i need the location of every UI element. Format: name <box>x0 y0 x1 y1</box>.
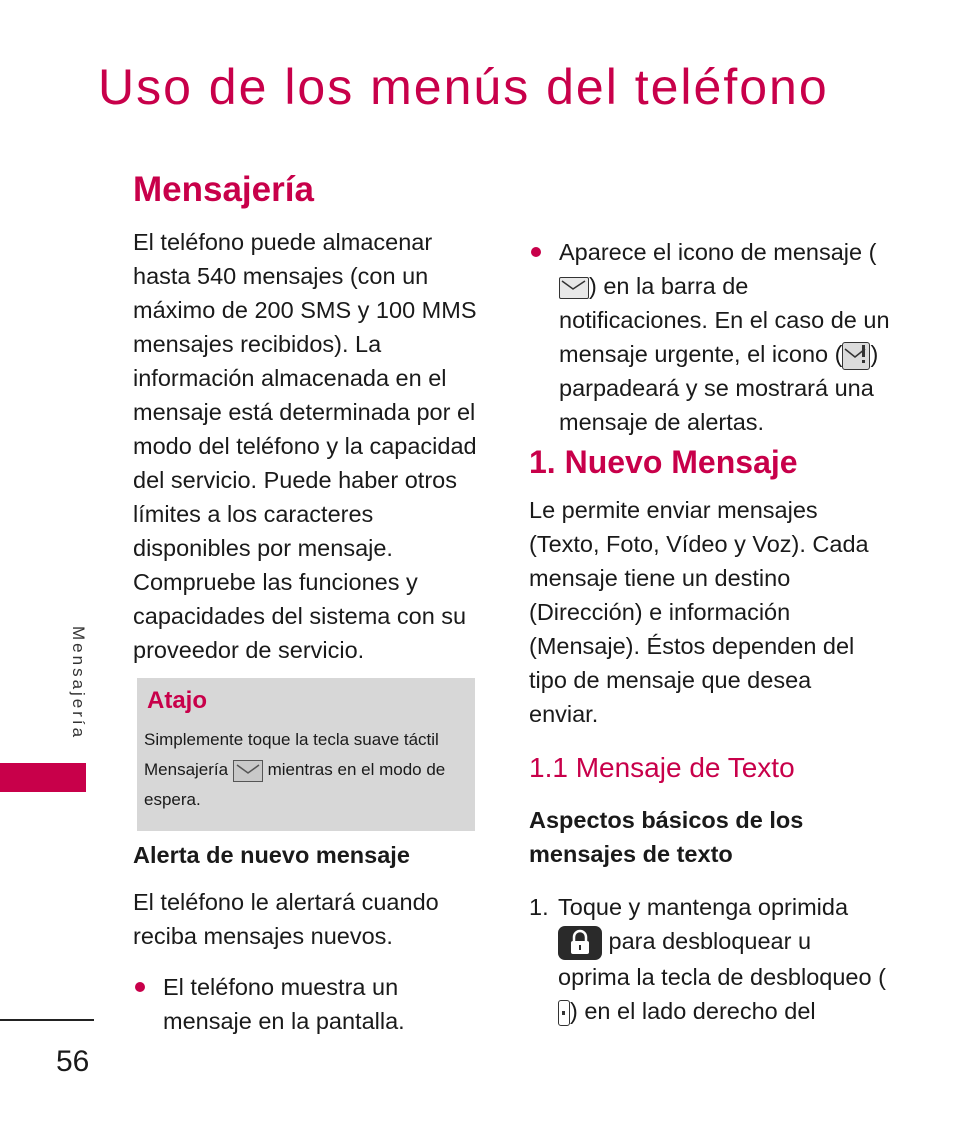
side-section-tab <box>0 763 86 792</box>
step-1 <box>529 890 889 1028</box>
page-number: 56 <box>56 1045 90 1078</box>
step-1-part2: para desbloquear u oprima la tecla de desbloqueo ( <box>558 928 886 990</box>
side-unlock-key-icon <box>558 1000 570 1026</box>
tip-title: Atajo <box>147 687 207 714</box>
basics-heading: Aspectos básicos de los mensajes de texto <box>529 807 804 867</box>
side-section-label: Mensajería <box>69 626 88 741</box>
alert-paragraph: El teléfono le alertará cuando reciba mensajes nuevos. <box>133 889 439 949</box>
shortcut-tip-box <box>137 678 475 831</box>
message-key-icon <box>233 760 263 782</box>
urgent-envelope-icon <box>842 342 870 370</box>
section-heading-nuevo-mensaje: 1. Nuevo Mensaje <box>529 444 798 480</box>
page-title: Uso de los menús del teléfono <box>98 59 829 115</box>
lock-icon <box>558 926 602 960</box>
nuevo-mensaje-paragraph: Le permite enviar mensajes (Texto, Foto, Vídeo y Voz). Cada mensaje tiene un destino (Dirección) e información (Mensaje). Éstos dependen del tipo de mensaje que desea enviar. <box>529 497 869 727</box>
bullet-notification-icon <box>529 235 894 439</box>
step-1-part1: Toque y mantenga oprimida <box>558 894 849 920</box>
bullet-2-part2: ) en la barra de notificaciones. En el caso de un mensaje urgente, el icono ( <box>559 273 890 367</box>
bullet-2-part1: Aparece el icono de mensaje ( <box>559 239 877 265</box>
intro-paragraph: El teléfono puede almacenar hasta 540 mensajes (con un máximo de 200 SMS y 100 MMS mensajes recibidos). La información almacenada en el mensaje está determinada por el modo del teléfono y la capacidad del servicio. Puede haber otros límites a los caracteres disponibles por mensaje. Compruebe las funciones y capacidades del sistema con su proveedor de servicio. <box>133 229 477 663</box>
envelope-icon <box>559 277 589 299</box>
alert-heading: Alerta de nuevo mensaje <box>133 842 410 868</box>
subsection-heading-mensaje-texto: 1.1 Mensaje de Texto <box>529 752 795 783</box>
bullet-screen-message: El teléfono muestra un mensaje en la pantalla. <box>133 970 463 1038</box>
step-1-number: 1. <box>529 894 549 920</box>
step-1-part3: ) en el lado derecho del <box>570 997 816 1024</box>
bullet-2-part3: ) parpadeará y se mostrará una mensaje de alertas. <box>559 341 879 435</box>
footer-rule <box>0 1019 94 1021</box>
step-1-text <box>529 890 889 1028</box>
tip-text-after: mientras en el modo de espera. <box>144 760 446 809</box>
tip-text-before: Simplemente toque la tecla suave táctil Mensajería <box>144 730 439 779</box>
section-heading-mensajeria: Mensajería <box>133 170 314 209</box>
tip-text <box>144 725 466 815</box>
